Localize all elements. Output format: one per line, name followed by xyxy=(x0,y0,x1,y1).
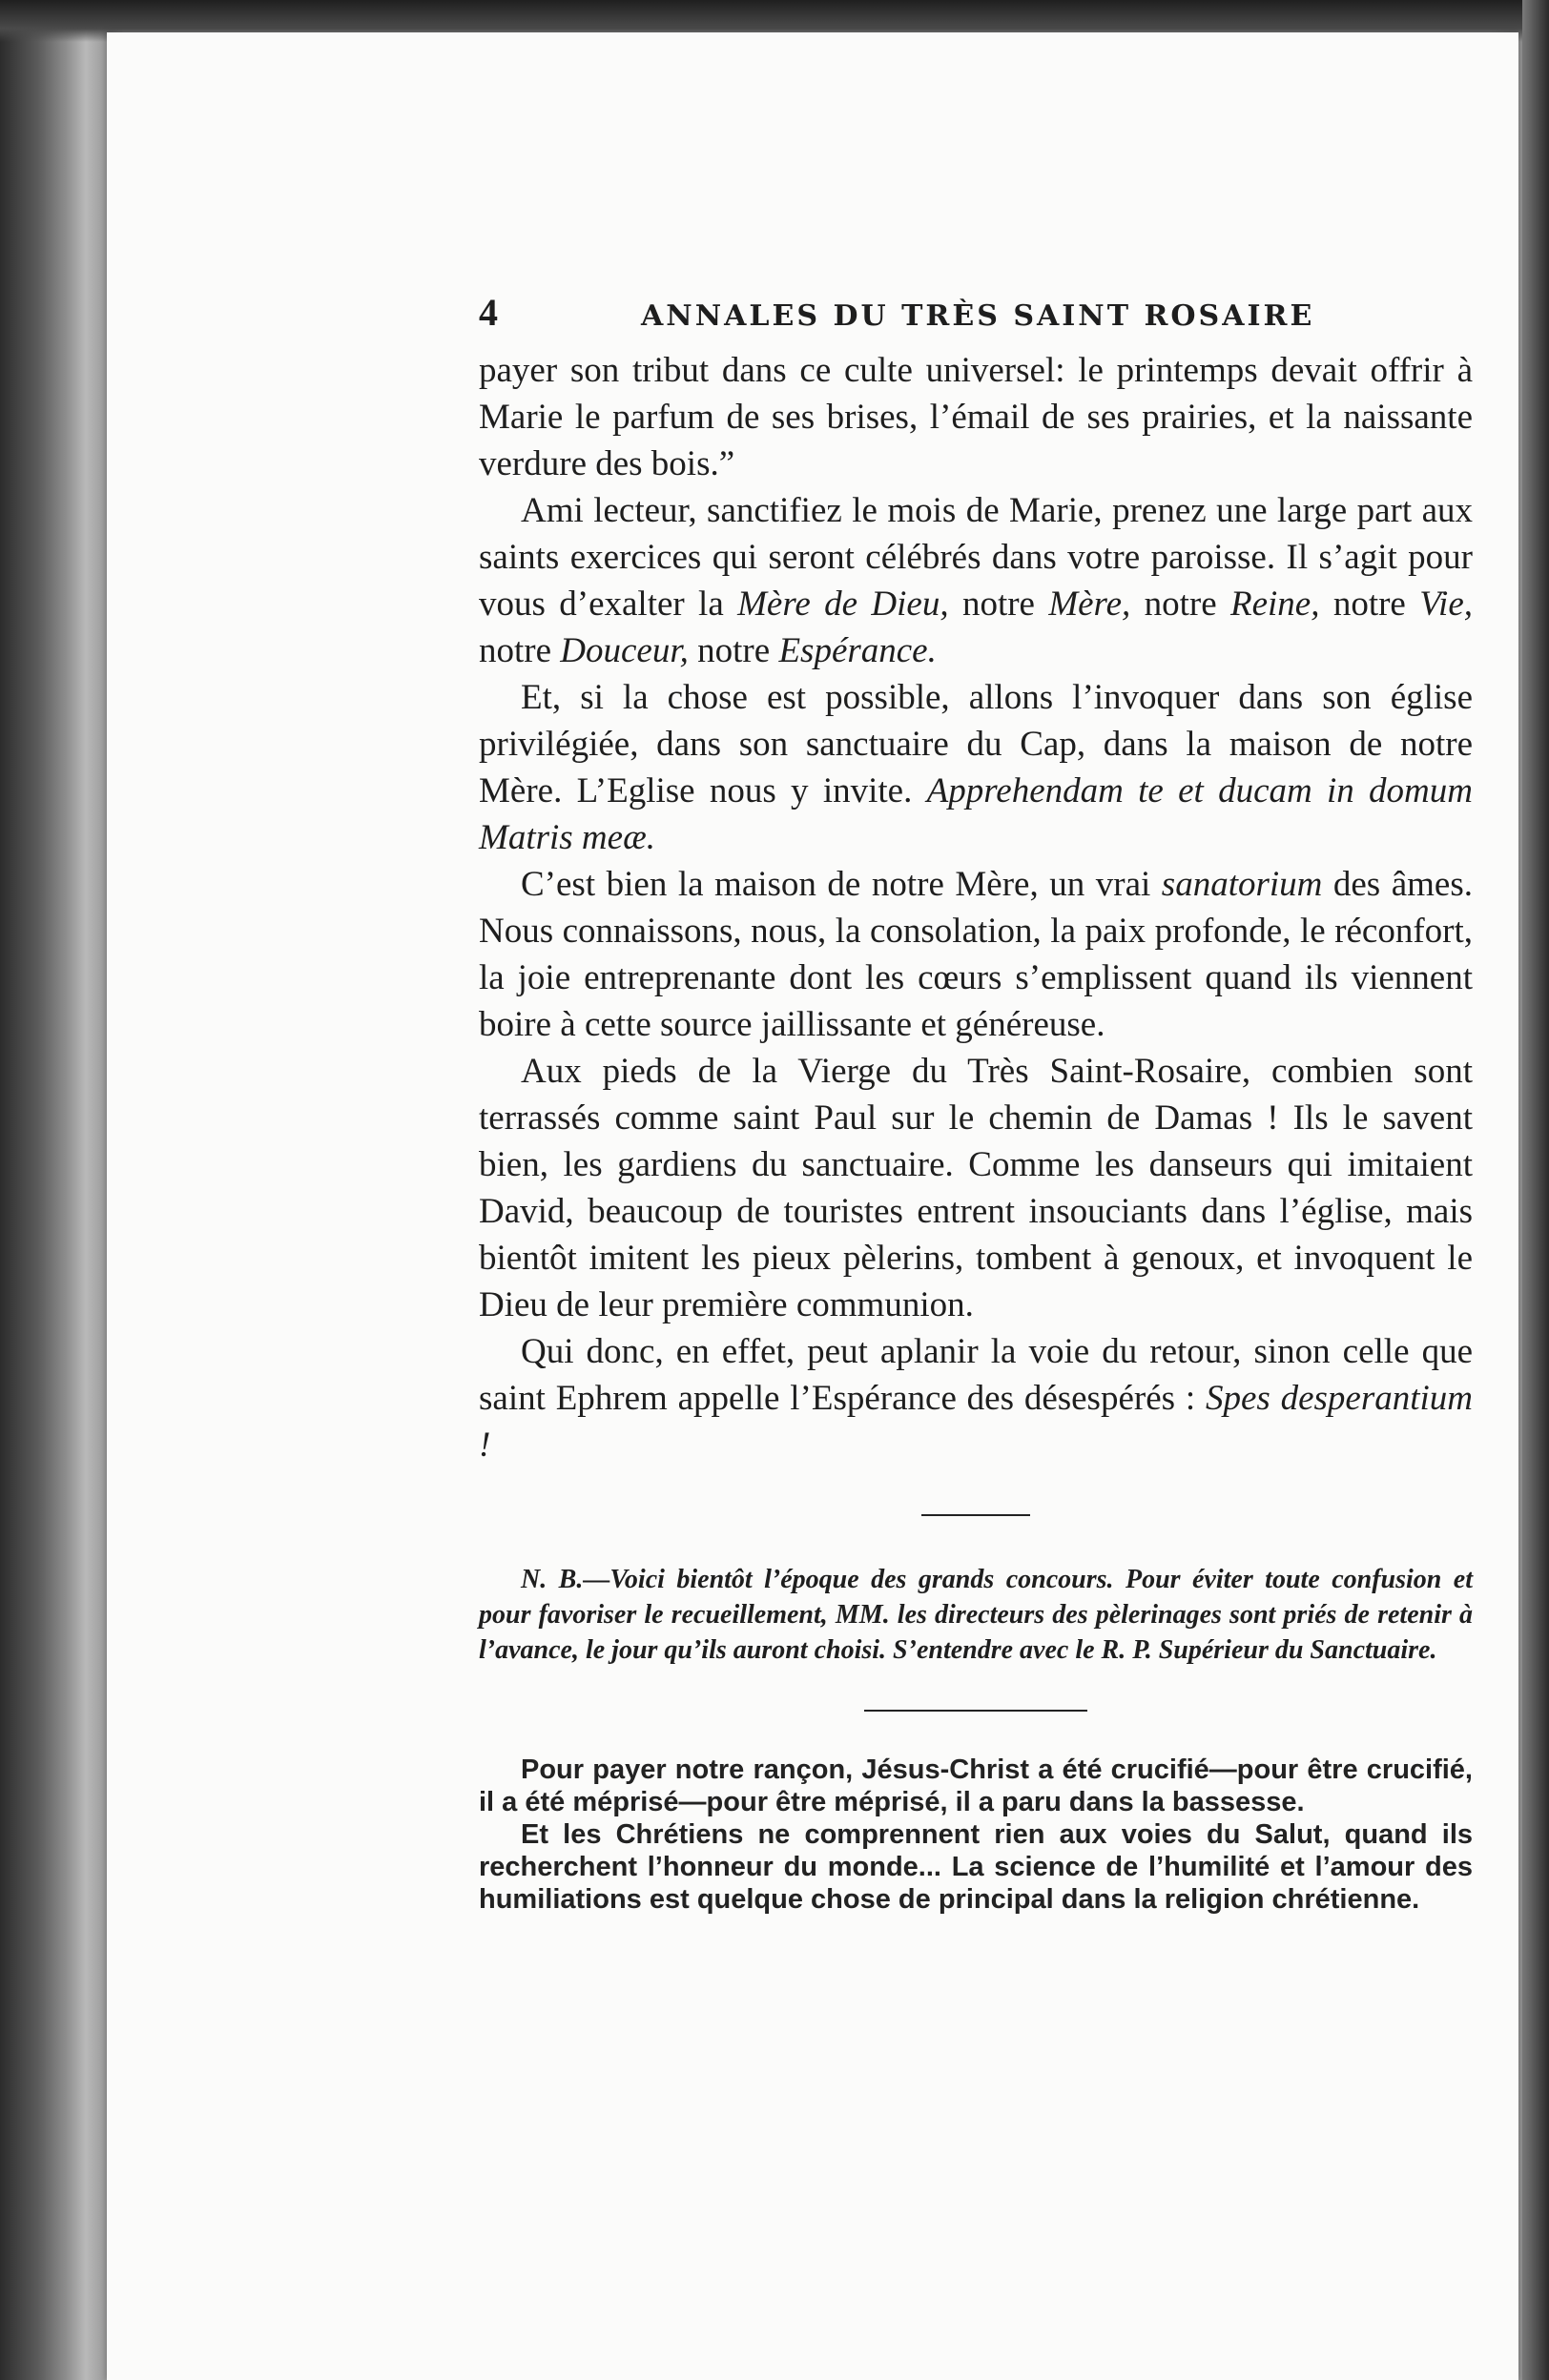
paragraph-2-text-f: notre xyxy=(688,631,779,670)
paragraph-2-text-c: notre xyxy=(1130,585,1230,624)
paragraph-5-text: Aux pieds de la Vierge du Très Saint-Rosaire, combien sont terrassés comme saint Paul sur le chemin de Damas ! Ils le savent bien, les gardiens du sanctuaire. Comme les danseurs qui imitaient David, beaucoup de touristes entrent insouciants dans l’église, mais bientôt imitent les pieux pèlerins, tombent à genoux, et invoquent le Dieu de leur première communion. xyxy=(479,1052,1473,1324)
paragraph-2-italic-6: Espérance. xyxy=(778,631,937,670)
paragraph-2-text-b: notre xyxy=(948,585,1049,624)
paragraph-6-latin-quote: Spes desperantium ! xyxy=(479,1379,1473,1465)
closing-paragraph-1: Pour payer notre rançon, Jésus-Christ a été crucifié—pour être crucifié, il a été méprisé—pour être méprisé, il a paru dans la bassesse. xyxy=(479,1754,1473,1817)
page-header xyxy=(479,290,1473,347)
paragraph-3-text: Et, si la chose est possible, allons l’invoquer dans son église privilégiée, dans son sanctuaire du Cap, dans la maison de notre Mère. L’Eglise nous y invite. xyxy=(479,678,1473,810)
section-divider-long xyxy=(864,1710,1087,1712)
paragraph-2-text-a: Ami lecteur, sanctifiez le mois de Marie, prenez une large part aux saints exercices qui seront célébrés dans votre paroisse. Il s’agit pour vous d’exalter la xyxy=(479,491,1473,624)
paragraph-2 xyxy=(479,487,1473,674)
paragraph-1 xyxy=(479,347,1473,487)
paragraph-1-text: payer son tribut dans ce culte universel: le printemps devait offrir à Marie le parfum de ses brises, l’émail de ses prairies, et la naissante verdure des bois.” xyxy=(479,351,1473,483)
running-title: ANNALES DU TRÈS SAINT ROSAIRE xyxy=(641,299,1315,333)
paragraph-4-italic: sanatorium xyxy=(1161,865,1323,904)
paragraph-2-italic-1: Mère de Dieu, xyxy=(737,585,949,624)
paragraph-2-text-d: notre xyxy=(1319,585,1420,624)
paragraph-3-latin-quote: Apprehendam te et ducam in domum Matris meæ. xyxy=(479,771,1473,857)
scan-right-edge xyxy=(1522,0,1549,2380)
paragraph-4 xyxy=(479,861,1473,1048)
paragraph-2-text-e: notre xyxy=(479,631,561,670)
page-content xyxy=(479,290,1473,1916)
paragraph-2-italic-5: Douceur, xyxy=(560,631,689,670)
paragraph-4-text-a: C’est bien la maison de notre Mère, un vrai xyxy=(521,865,1162,904)
nota-bene xyxy=(479,1562,1473,1668)
paragraph-2-italic-2: Mère, xyxy=(1048,585,1131,624)
paragraph-2-italic-4: Vie, xyxy=(1419,585,1473,624)
paragraph-4-text-b: des âmes. Nous connaissons, nous, la consolation, la paix profonde, le réconfort, la joie entreprenante dont les cœurs s’emplissent quand ils viennent boire à cette source jaillissante et généreuse. xyxy=(479,865,1473,1044)
paragraph-5 xyxy=(479,1048,1473,1328)
paragraph-3 xyxy=(479,674,1473,861)
section-divider-short xyxy=(921,1514,1030,1516)
book-page xyxy=(107,32,1518,2380)
page-number: 4 xyxy=(479,291,498,334)
paragraph-2-italic-3: Reine, xyxy=(1229,585,1320,624)
paragraph-6-text: Qui donc, en effet, peut aplanir la voie du retour, sinon celle que saint Ephrem appelle l’Espérance des désespérés : xyxy=(479,1332,1473,1418)
paragraph-6 xyxy=(479,1328,1473,1468)
closing-paragraph-2: Et les Chrétiens ne comprennent rien aux voies du Salut, quand ils recherchent l’honneur du monde... La science de l’humilité et l’amour des humiliations est quelque chose de principal dans la religion chrétienne. xyxy=(479,1819,1473,1915)
body-text xyxy=(479,347,1473,1468)
nota-bene-text: N. B.—Voici bientôt l’époque des grands concours. Pour éviter toute confusion et pour favoriser le recueillement, MM. les directeurs des pèlerinages sont priés de retenir à l’avance, le jour qu’ils auront choisi. S’entendre avec le R. P. Supérieur du Sanctuaire. xyxy=(479,1565,1473,1665)
closing-text xyxy=(479,1754,1473,1916)
